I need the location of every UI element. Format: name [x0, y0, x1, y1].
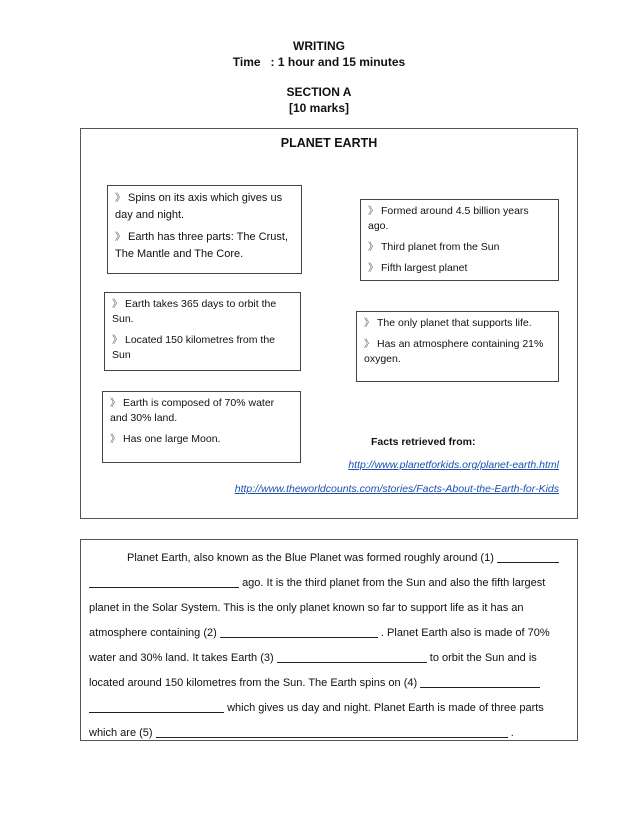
fact-box-life-support	[356, 311, 559, 382]
cloze-passage-panel	[80, 539, 578, 741]
bullet-icon: 》	[368, 242, 378, 253]
fact-box-axis-and-layers	[107, 185, 302, 274]
bullet-icon: 》	[115, 193, 125, 204]
bullet-icon: 》	[110, 434, 120, 445]
answer-blank-4-continued[interactable]	[89, 700, 224, 713]
answer-blank-3[interactable]	[277, 650, 427, 663]
fact-item: 》 Has one large Moon.	[110, 433, 221, 445]
planet-earth-info-panel	[80, 128, 578, 519]
time-allowed: Time : 1 hour and 15 minutes	[232, 55, 406, 69]
bullet-icon: 》	[112, 299, 122, 310]
section-label: SECTION A	[286, 85, 352, 99]
fact-item: 》 Earth takes 365 days to orbit the Sun.	[112, 298, 277, 325]
passage-line: water and 30% land. It takes Earth (3) to orbit the Sun and is	[89, 652, 537, 664]
answer-blank-1-continued[interactable]	[89, 575, 239, 588]
fact-item: 》 Third planet from the Sun	[368, 241, 500, 253]
passage-line: planet in the Solar System. This is the only planet known so far to support life as it has an	[89, 602, 524, 614]
fact-item: 》 Earth has three parts: The Crust, The Mantle and The Core.	[115, 231, 288, 260]
fact-item: 》 Has an atmosphere containing 21% oxygen.	[364, 338, 544, 365]
source-link-planetforkids[interactable]: http://www.planetforkids.org/planet-earth.html	[348, 459, 559, 471]
fact-box-orbit	[104, 292, 301, 371]
answer-blank-2[interactable]	[220, 625, 378, 638]
fact-item: 》 Formed around 4.5 billion years ago.	[368, 205, 529, 232]
passage-line: located around 150 kilometres from the Sun. The Earth spins on (4)	[89, 671, 568, 696]
bullet-icon: 》	[364, 339, 374, 350]
fact-item: 》 Spins on its axis which gives us day and night.	[115, 192, 283, 221]
fact-box-composition	[102, 391, 301, 463]
passage-line: Planet Earth, also known as the Blue Planet was formed roughly around (1)	[89, 546, 568, 571]
section-marks: [10 marks]	[288, 101, 350, 115]
worksheet-title: WRITING	[293, 39, 345, 53]
bullet-icon: 》	[110, 398, 120, 409]
bullet-icon: 》	[115, 232, 125, 243]
bullet-icon: 》	[364, 318, 374, 329]
bullet-icon: 》	[368, 206, 378, 217]
fact-item: 》 Earth is composed of 70% water and 30% land.	[110, 397, 275, 424]
bullet-icon: 》	[368, 263, 378, 274]
fact-item: 》 Located 150 kilometres from the Sun	[112, 334, 275, 361]
passage-line: which are (5) .	[89, 727, 514, 739]
fact-item: 》 The only planet that supports life.	[364, 317, 532, 329]
fact-item: 》 Fifth largest planet	[368, 262, 468, 274]
answer-blank-5[interactable]	[156, 725, 508, 738]
answer-blank-1[interactable]	[497, 550, 559, 563]
info-panel-title: PLANET EARTH	[280, 136, 378, 150]
passage-line: which gives us day and night. Planet Earth is made of three parts	[89, 696, 568, 721]
passage-line: atmosphere containing (2) . Planet Earth also is made of 70%	[89, 627, 550, 639]
source-link-theworldcounts[interactable]: http://www.theworldcounts.com/stories/Facts-About-the-Earth-for-Kids	[234, 483, 559, 495]
fact-box-formation	[360, 199, 559, 281]
passage-line: ago. It is the third planet from the Sun and also the fifth largest	[89, 571, 568, 596]
bullet-icon: 》	[112, 335, 122, 346]
answer-blank-4[interactable]	[420, 675, 540, 688]
facts-source-heading: Facts retrieved from:	[371, 436, 476, 448]
